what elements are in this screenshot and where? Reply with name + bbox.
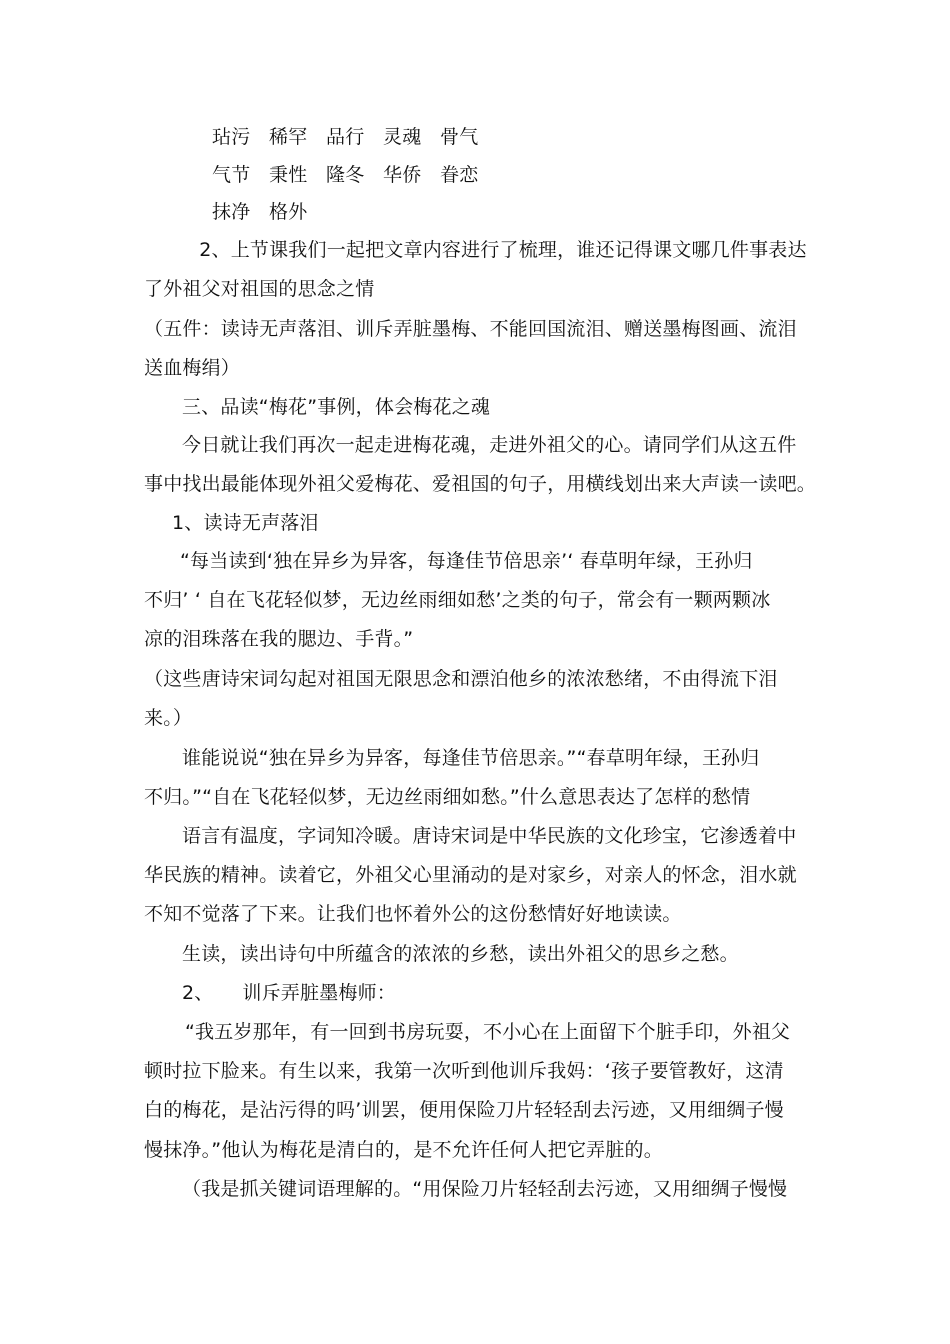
vocab-word: 华侨	[383, 164, 422, 186]
vocab-word: 玷污	[212, 126, 251, 148]
paragraph-line: 不知不觉落了下来。让我们也怀着外公的这份愁情好好地读读。	[144, 903, 682, 925]
paragraph-line: 凉的泪珠落在我的腮边、手背。”	[144, 628, 414, 650]
paragraph-line: 华民族的精神。读着它，外祖父心里涌动的是对家乡，对亲人的怀念，泪水就	[144, 864, 797, 886]
paragraph-line: “我五岁那年，有一回到书房玩耍，不小心在上面留下个脏手印，外祖父	[185, 1021, 791, 1043]
vocab-word: 稀罕	[269, 126, 308, 148]
paragraph-line: 不归。”“自在飞花轻似梦，无边丝雨细如愁。”什么意思表达了怎样的愁情	[144, 786, 751, 808]
paragraph-line: 来。）	[144, 707, 193, 729]
vocab-word: 隆冬	[326, 164, 365, 186]
paragraph-line: 事中找出最能体现外祖父爱梅花、爱祖国的句子，用横线划出来大声读一读吧。	[144, 473, 817, 495]
section-heading: 三、品读“梅花”事例，体会梅花之魂	[182, 396, 491, 418]
paragraph-line: 2、上节课我们一起把文章内容进行了梳理，谁还记得课文哪几件事表达	[180, 239, 807, 261]
vocab-word: 抹净	[212, 201, 251, 223]
vocab-row-2	[212, 163, 497, 187]
paragraph-line: 生读，读出诗句中所蕴含的浓浓的乡愁，读出外祖父的思乡之愁。	[182, 943, 739, 965]
paragraph-line: 顿时拉下脸来。有生以来，我第一次听到他训斥我妈：‘孩子要管教好，这清	[144, 1060, 784, 1082]
paragraph-line: 送血梅绢）	[144, 357, 241, 379]
vocab-word: 骨气	[440, 126, 479, 148]
subheading: 1、读诗无声落泪	[172, 512, 319, 534]
vocab-row-1	[212, 125, 497, 149]
vocab-word: 眷恋	[440, 164, 479, 186]
paragraph-line: 语言有温度，字词知冷暖。唐诗宋词是中华民族的文化珍宝，它渗透着中	[182, 825, 797, 847]
vocab-word: 灵魂	[383, 126, 422, 148]
paragraph-line: 白的梅花，是沾污得的吗’训罢，便用保险刀片轻轻刮去污迹，又用细绸子慢	[144, 1099, 784, 1121]
vocab-word: 气节	[212, 164, 251, 186]
paragraph-line: （五件：读诗无声落泪、训斥弄脏墨梅、不能回国流泪、赠送墨梅图画、流泪	[144, 318, 797, 340]
paragraph-line: 了外祖父对祖国的思念之情	[144, 278, 375, 300]
paragraph-line: （这些唐诗宋词勾起对祖国无限思念和漂泊他乡的浓浓愁绪，不由得流下泪	[144, 668, 778, 690]
vocab-word: 格外	[269, 201, 308, 223]
vocab-word: 品行	[326, 126, 365, 148]
paragraph-line: 不归’ ‘ 自在飞花轻似梦，无边丝雨细如愁’之类的句子，常会有一颗两颗冰	[144, 589, 771, 611]
vocab-word: 秉性	[269, 164, 308, 186]
subheading: 2、 训斥弄脏墨梅师：	[182, 982, 396, 1004]
paragraph-line: 今日就让我们再次一起走进梅花魂，走进外祖父的心。请同学们从这五件	[182, 434, 797, 456]
paragraph-line: 慢抹净。”他认为梅花是清白的，是不允许任何人把它弄脏的。	[144, 1139, 663, 1161]
paragraph-line: （我是抓关键词语理解的。“用保险刀片轻轻刮去污迹，又用细绸子慢慢	[182, 1178, 788, 1200]
paragraph-line: 谁能说说“独在异乡为异客，每逢佳节倍思亲。”“春草明年绿，王孙归	[182, 747, 760, 769]
paragraph-line: “每当读到‘独在异乡为异客，每逢佳节倍思亲’‘ 春草明年绿，王孙归	[180, 550, 753, 572]
vocab-row-3	[212, 200, 326, 224]
